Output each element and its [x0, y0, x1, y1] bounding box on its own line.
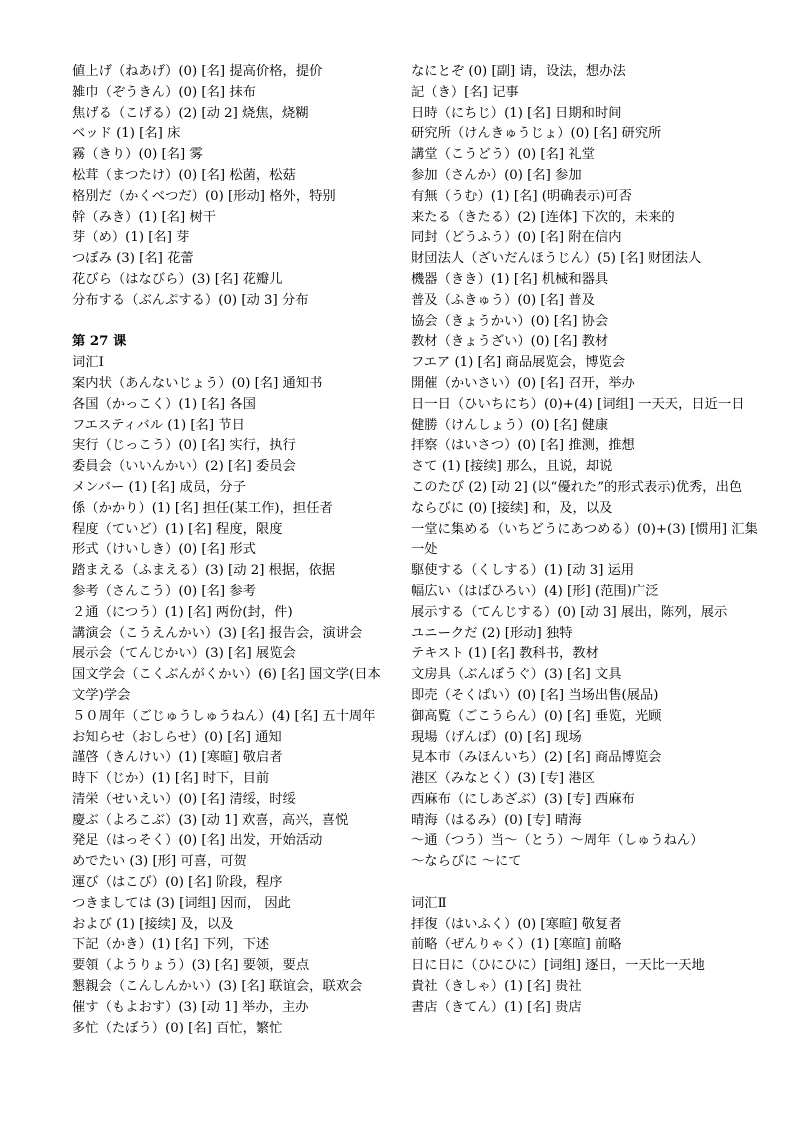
vocab-entry: 日時（にちじ）(1) [名] 日期和时间 [411, 105, 622, 121]
vocab-entry: ～ならびに ～にて [411, 854, 522, 870]
vocab-entry: 来たる（きたる）(2) [连体] 下次的，未来的 [411, 209, 675, 225]
vocab-entry: 晴海（はるみ）(0) [专] 晴海 [411, 812, 582, 828]
vocab-entry: 教材（きょうざい）(0) [名] 教材 [411, 334, 609, 350]
vocab-entry: 時下（じか）(1) [名] 时下，目前 [72, 771, 270, 787]
vocab-entry: 参加（さんか）(0) [名] 参加 [411, 167, 582, 183]
vocab-entry: 協会（きょうかい）(0) [名] 协会 [411, 313, 609, 329]
vocab-entry: 各国（かっこく）(1) [名] 各国 [72, 396, 256, 412]
vocab-entry: つぼみ (3) [名] 花蕾 [72, 251, 194, 267]
vocab-entry: 前略（ぜんりゃく）(1) [寒暄] 前略 [411, 937, 622, 953]
spacer [411, 873, 763, 894]
vocab-entry: 拝復（はいふく）(0) [寒暄] 敬复者 [411, 916, 622, 932]
vocab-entry: 一堂に集める（いちどうにあつめる）(0)+(3) [惯用] 汇集一处 [411, 521, 758, 558]
vocab-entry: 西麻布（にしあざぶ）(3) [专] 西麻布 [411, 791, 635, 807]
vocab-entry: 程度（ていど）(1) [名] 程度，限度 [72, 521, 283, 537]
vocab-entry: 講堂（こうどう）(0) [名] 礼堂 [411, 147, 595, 163]
vocab-entry: 委員会（いいんかい）(2) [名] 委员会 [72, 459, 296, 475]
vocab-entry: 形式（けいしき）(0) [名] 形式 [72, 542, 256, 558]
vocab-entry: メンバー (1) [名] 成员，分子 [72, 479, 246, 495]
vocab-entry: 下記（かき）(1) [名] 下列，下述 [72, 937, 270, 953]
vocab-entry: 貴社（きしゃ）(1) [名] 贵社 [411, 979, 582, 995]
vocab-entry: 芽（め）(1) [名] 芽 [72, 230, 190, 246]
vocab-entry: テキスト (1) [名] 教科书，教材 [411, 646, 599, 662]
vocab-entry: 松茸（まつたけ）(0) [名] 松菌，松菇 [72, 167, 296, 183]
vocab-entry: つきましては (3) [词组] 因而， 因此 [72, 895, 291, 911]
section-heading: 词汇Ⅱ [411, 895, 447, 911]
vocab-entry: 霧（きり）(0) [名] 雾 [72, 147, 203, 163]
vocab-entry: 日一日（ひいちにち）(0)+(4) [词组] 一天天，日近一日 [411, 396, 745, 412]
vocab-list [411, 62, 763, 873]
vocab-entry: 幅広い（はばひろい）(4) [形] (范围)广泛 [411, 583, 659, 599]
vocab-entry: 謹啓（きんけい）(1) [寒暄] 敬启者 [72, 750, 283, 766]
vocab-entry: 日に日に（ひにひに）[词组] 逐日，一天比一天地 [411, 958, 705, 974]
vocab-entry: および (1) [接续] 及，以及 [72, 916, 234, 932]
vocab-entry: 港区（みなとく）(3) [专] 港区 [411, 771, 595, 787]
vocab-entry: 焦げる（こげる）(2) [动 2] 烧焦，烧糊 [72, 105, 309, 121]
vocab-entry: 財団法人（ざいだんほうじん）(5) [名] 财团法人 [411, 251, 702, 267]
vocab-entry: さて (1) [接续] 那么，且说，却说 [411, 459, 613, 475]
vocab-entry: 記（き）[名] 记事 [411, 84, 519, 100]
section-heading: 词汇Ⅰ [72, 355, 104, 371]
left-column [72, 62, 390, 1039]
vocab-entry: 慶ぶ（よろこぶ）(3) [动 1] 欢喜，高兴，喜悦 [72, 812, 349, 828]
vocab-entry: 花びら（はなびら）(3) [名] 花瓣儿 [72, 271, 283, 287]
vocab-entry: お知らせ（おしらせ）(0) [名] 通知 [72, 729, 282, 745]
vocab-entry: めでたい (3) [形] 可喜，可贺 [72, 854, 247, 870]
vocab-entry: 雑巾（ぞうきん）(0) [名] 抹布 [72, 84, 256, 100]
vocab-entry: 懇親会（こんしんかい）(3) [名] 联谊会，联欢会 [72, 979, 363, 995]
vocab-entry: ベッド (1) [名] 床 [72, 126, 181, 142]
vocab-entry: 健勝（けんしょう）(0) [名] 健康 [411, 417, 609, 433]
spacer [72, 312, 390, 333]
vocab-entry: 有無（うむ）(1) [名] (明确表示)可否 [411, 188, 632, 204]
vocab-entry: 展示会（てんじかい）(3) [名] 展览会 [72, 646, 296, 662]
vocab-entry: 踏まえる（ふまえる）(3) [动 2] 根据，依据 [72, 563, 336, 579]
vocab-entry: 駆使する（くしする）(1) [动 3] 运用 [411, 563, 635, 579]
vocab-entry: 案内状（あんないじょう）(0) [名] 通知书 [72, 375, 323, 391]
vocab-entry: このたび (2) [动 2] (以“優れた”的形式表示)优秀，出色 [411, 479, 743, 495]
vocab-entry: 多忙（たぼう）(0) [名] 百忙，繁忙 [72, 1020, 283, 1036]
vocab-entry: 運び（はこび）(0) [名] 阶段，程序 [72, 875, 283, 891]
vocab-entry: 要領（ようりょう）(3) [名] 要领，要点 [72, 958, 310, 974]
vocab-entry: ２通（につう）(1) [名] 两份(封，件) [72, 604, 293, 620]
vocab-entry: 値上げ（ねあげ）(0) [名] 提高价格，提价 [72, 64, 323, 79]
vocab-entry: 参考（さんこう）(0) [名] 参考 [72, 583, 256, 599]
vocab-entry: 拝察（はいさつ）(0) [名] 推测，推想 [411, 438, 635, 454]
vocab-entry: 普及（ふきゅう）(0) [名] 普及 [411, 292, 595, 308]
vocab-entry: フエスティバル (1) [名] 节日 [72, 417, 245, 433]
vocab-entry: 格別だ（かくべつだ）(0) [形动] 格外，特别 [72, 188, 336, 204]
vocab-entry: 見本市（みほんいち）(2) [名] 商品博览会 [411, 750, 662, 766]
vocab-entry: ユニークだ (2) [形动] 独特 [411, 625, 573, 641]
intro-entries [72, 62, 390, 312]
vocab-entry: 即売（そくばい）(0) [名] 当场出售(展品) [411, 687, 659, 703]
vocab-entry: 同封（どうふう）(0) [名] 附在信内 [411, 230, 622, 246]
lesson-heading: 第 27 课 [72, 334, 127, 350]
vocab-entry: 御高覧（ごこうらん）(0) [名] 垂览，光顾 [411, 708, 662, 724]
vocab-entry: 国文学会（こくぶんがくかい）(6) [名] 国文学(日本文学)学会 [72, 667, 381, 703]
vocab-list [411, 915, 763, 1019]
vocab-entry: 実行（じっこう）(0) [名] 实行，执行 [72, 438, 296, 454]
vocab-entry: 講演会（こうえんかい）(3) [名] 报告会，演讲会 [72, 625, 363, 641]
vocab-entry: なにとぞ (0) [副] 请，设法，想办法 [411, 64, 626, 79]
vocab-entry: ならびに (0) [接续] 和，及，以及 [411, 500, 613, 516]
vocab-entry: ～通（つう）当～（とう）～周年（しゅうねん） [411, 833, 704, 849]
vocab-entry: 展示する（てんじする）(0) [动 3] 展出，陈列，展示 [411, 604, 728, 620]
vocab-entry: 開催（かいさい）(0) [名] 召开，举办 [411, 375, 635, 391]
vocab-entry: 清栄（せいえい）(0) [名] 清绥，时绥 [72, 791, 296, 807]
vocab-entry: 係（かかり）(1) [名] 担任(某工作)，担任者 [72, 500, 333, 516]
vocab-entry: ５０周年（ごじゅうしゅうねん）(4) [名] 五十周年 [72, 708, 376, 724]
vocab-entry: 幹（みき）(1) [名] 树干 [72, 209, 217, 225]
vocab-entry: 機器（きき）(1) [名] 机械和器具 [411, 271, 609, 287]
vocab-entry: 書店（きてん）(1) [名] 贵店 [411, 999, 582, 1015]
vocab-entry: 研究所（けんきゅうじょ）(0) [名] 研究所 [411, 126, 662, 142]
vocab-list [72, 374, 390, 1040]
right-column [411, 62, 763, 1019]
vocab-entry: フエア (1) [名] 商品展览会，博览会 [411, 355, 626, 371]
vocab-entry: 文房具（ぶんぼうぐ）(3) [名] 文具 [411, 667, 622, 683]
vocab-entry: 発足（はっそく）(0) [名] 出发，开始活动 [72, 833, 323, 849]
vocab-entry: 催す（もよおす）(3) [动 1] 举办，主办 [72, 999, 309, 1015]
vocab-entry: 分布する（ぶんぷする）(0) [动 3] 分布 [72, 292, 309, 308]
vocab-entry: 現場（げんば）(0) [名] 现场 [411, 729, 582, 745]
